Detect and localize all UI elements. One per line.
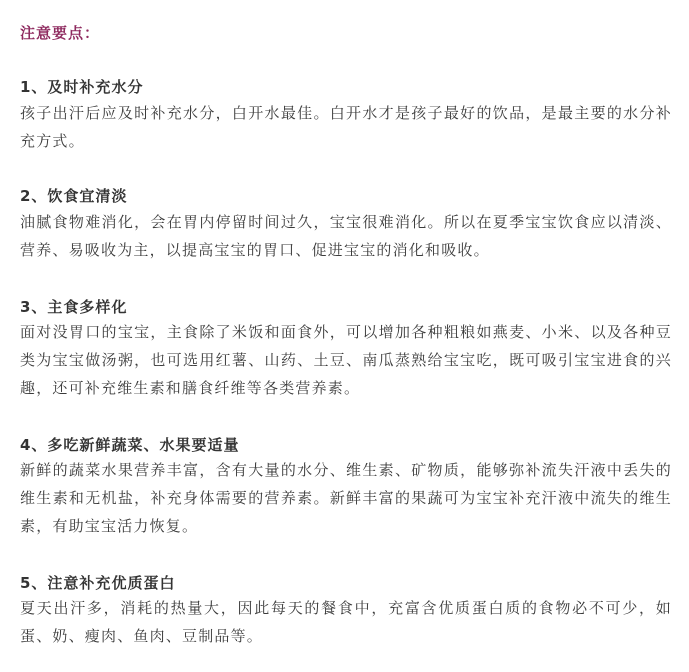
section-1-title: 1、及时补充水分 (20, 78, 144, 96)
section-4-title: 4、多吃新鲜蔬菜、水果要适量 (20, 436, 240, 454)
section-5-body: 夏天出汗多，消耗的热量大，因此每天的餐食中，充富含优质蛋白质的食物必不可少，如蛋、奶、瘦肉、鱼肉、豆制品等。 (20, 599, 672, 645)
section-4-body: 新鲜的蔬菜水果营养丰富，含有大量的水分、维生素、矿物质，能够弥补流失汗液中丢失的维生素和无机盐，补充身体需要的营养素。新鲜丰富的果蔬可为宝宝补充汗液中流失的维生素，有助宝宝活力恢复。 (20, 461, 672, 535)
section-1-body: 孩子出汗后应及时补充水分，白开水最佳。白开水才是孩子最好的饮品，是最主要的水分补充方式。 (20, 104, 672, 150)
section-2-title: 2、饮食宜清淡 (20, 187, 128, 205)
section-3-title: 3、主食多样化 (20, 298, 128, 316)
page-title: 注意要点： (20, 24, 101, 42)
section-3-body: 面对没胃口的宝宝，主食除了米饭和面食外，可以增加各种粗粮如燕麦、小米、以及各种豆类为宝宝做汤粥，也可选用红薯、山药、土豆、南瓜蒸熟给宝宝吃，既可吸引宝宝进食的兴趣，还可补充维生素和膳食纤维等各类营养素。 (20, 323, 672, 397)
section-5-title: 5、注意补充优质蛋白 (20, 574, 176, 592)
section-2-body: 油腻食物难消化，会在胃内停留时间过久，宝宝很难消化。所以在夏季宝宝饮食应以清淡、营养、易吸收为主，以提高宝宝的胃口、促进宝宝的消化和吸收。 (20, 213, 672, 259)
